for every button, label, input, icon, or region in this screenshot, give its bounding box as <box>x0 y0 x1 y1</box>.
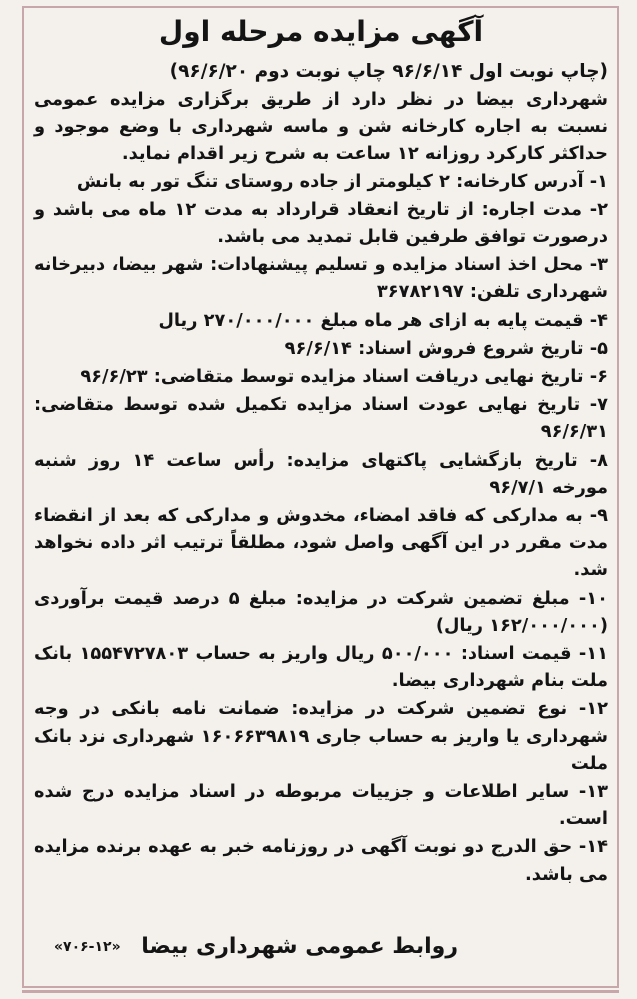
notice-title: آگهی مزایده مرحله اول <box>158 15 484 48</box>
notice-code: «۷۰۶-۱۲» <box>54 938 121 955</box>
list-item: ۱۰- مبلغ تضمین شرکت در مزایده: مبلغ ۵ درصد قیمت برآوردی (۱۶۲/۰۰۰/۰۰۰ ریال) <box>34 587 608 636</box>
list-item: ۸- تاریخ بازگشایی پاکتهای مزایده: رأس ساعت ۱۴ روز شنبه مورخه ۹۶/۷/۱ <box>34 449 608 498</box>
list-item: ۱۴- حق الدرج دو نوبت آگهی در روزنامه خبر به عهده برنده مزایده می باشد. <box>34 836 608 885</box>
notice-footer <box>34 934 608 959</box>
list-item: ۷- تاریخ نهایی عودت اسناد مزایده تکمیل شده توسط متقاضی: ۹۶/۶/۳۱ <box>34 394 608 443</box>
list-item: ۱- آدرس کارخانه: ۲ کیلومتر از جاده روستای تنگ تور به بانش <box>76 170 608 192</box>
list-item: ۱۱- قیمت اسناد: ۵۰۰/۰۰۰ ریال واریز به حساب ۱۵۵۴۷۲۷۸۰۳ بانک ملت بنام شهرداری بیضا. <box>34 643 608 692</box>
list-item: ۴- قیمت پایه به ازای هر ماه مبلغ ۲۷۰/۰۰۰/۰۰۰ ریال <box>158 309 608 331</box>
notice-body <box>34 12 608 889</box>
list-item: ۱۲- نوع تضمین شرکت در مزایده: ضمانت نامه بانکی در وجه شهرداری یا واریز به حساب جاری ۱۶۰۶۶۳۹۸۱۹ شهرداری نزد بانک ملت <box>34 698 608 774</box>
bottom-divider <box>22 990 619 993</box>
list-item: ۱۳- سایر اطلاعات و جزییات مربوطه در اسناد مزایده درج شده است. <box>34 781 608 830</box>
list-item: ۳- محل اخذ اسناد مزایده و تسلیم پیشنهادات: شهر بیضا، دبیرخانه شهرداری تلفن: ۳۶۷۸۲۱۹۷ <box>34 254 608 303</box>
list-item: ۵- تاریخ شروع فروش اسناد: ۹۶/۶/۱۴ <box>284 337 608 359</box>
print-dates: (چاپ نوبت اول ۹۶/۶/۱۴ چاپ نوبت دوم ۹۶/۶/۲۰) <box>169 61 608 82</box>
list-item: ۶- تاریخ نهایی دریافت اسناد مزایده توسط متقاضی: ۹۶/۶/۲۳ <box>80 366 608 388</box>
intro-paragraph: شهرداری بیضا در نظر دارد از طریق برگزاری مزایده عمومی نسبت به اجاره کارخانه شن و ماسه شهرداری با وضع موجود و حداکثر کارکرد روزانه ۱۲ ساعت به شرح زیر اقدام نماید. <box>34 89 608 165</box>
list-item: ۹- به مدارکی که فاقد امضاء، مخدوش و مدارکی که بعد از انقضاء مدت مقرر در این آگهی واصل شود، مطلقاً ترتیب اثر داده نخواهد شد. <box>34 505 608 581</box>
signature: روابط عمومی شهرداری بیضا <box>141 934 458 959</box>
list-item: ۲- مدت اجاره: از تاریخ انعقاد قرارداد به مدت ۱۲ ماه می باشد و درصورت توافق طرفین قابل تمدید می باشد. <box>34 198 608 248</box>
